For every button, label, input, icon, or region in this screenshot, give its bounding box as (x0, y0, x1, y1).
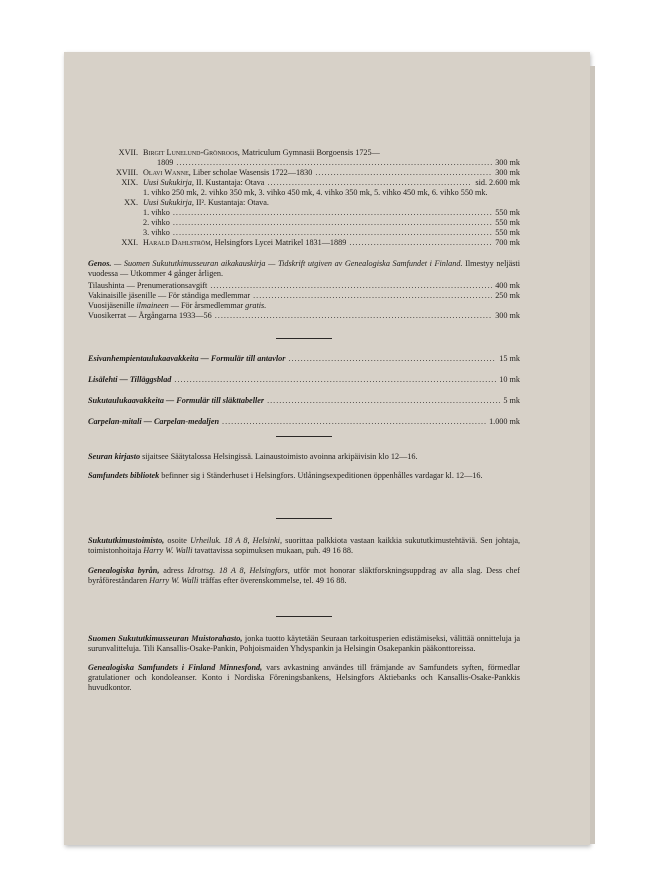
genos-row (88, 311, 520, 321)
series-price: 700 mk (495, 238, 520, 247)
office-text: osoite (167, 536, 187, 545)
form-text: Sukutaulukaavakkeita — Formulär till släkttabeller (88, 396, 265, 405)
form-price: 1.000 mk (489, 417, 520, 426)
separator (276, 616, 332, 617)
series-item-xix-desc: 1. vihko 250 mk, 2. vihko 350 mk, 3. vihko 450 mk, 4. vihko 350 mk, 5. vihko 450 mk, 6. vihko 550 mk. (143, 188, 488, 197)
series-item-xvii-cont (88, 158, 520, 168)
leader-dots (210, 281, 492, 291)
office-address: Urheiluk. 18 A 8, Helsinki, (190, 536, 283, 545)
genos-row-price: 400 mk (495, 281, 520, 290)
genos-desc: Ilmestyy neljästi vuodessa — Utkommer 4 gånger årligen. (88, 259, 520, 278)
office-lead: Genealogiska byrån, (88, 566, 160, 575)
office-manager: Harry W. Walli (149, 576, 199, 585)
series-item-xxi (88, 238, 520, 248)
office-text: träffas efter överenskommelse, tel. 49 16 88. (200, 576, 347, 585)
genos-row (88, 281, 520, 291)
series-title: Helsingfors Lycei Matrikel 1831—1889 (214, 238, 347, 247)
library-text: sijaitsee Säätytalossa Helsingissä. Lainaustoimisto avoinna arkipäivisin klo 12—16. (142, 452, 418, 461)
form-text: Esivanhempientaulukaavakkeita — Formulär till antavlor (88, 354, 286, 363)
form-price: 15 mk (499, 354, 520, 363)
forms-section (88, 354, 520, 427)
series-number: XIX. (121, 178, 138, 187)
genos-row-text: — För årsmedlemmar (170, 301, 244, 310)
genos-row (88, 291, 520, 301)
genos-row-text: Vakinaisille jäsenille — För ständiga medlemmar (88, 291, 251, 300)
leader-dots (315, 168, 492, 178)
genos-row-price: 250 mk (495, 291, 520, 300)
leader-dots (176, 158, 492, 168)
fund-text: jonka tuotto käytetään Seuraan tarkoitusperien edistämiseksi, välittää onnitteluja ja surunvalitteluja. Tili Kansallis-Osake-Pankin, Pohjoismaiden Yhdyspankin ja Helsingin Osakepankin pääkonttoreissa. (88, 634, 521, 653)
series-number: XVIII. (115, 168, 138, 177)
office-address: Idrottsg. 18 A 8, Helsingfors, (187, 566, 290, 575)
separator (276, 436, 332, 437)
series-title: II². Kustantaja: Otava. (196, 198, 269, 207)
leader-dots (174, 375, 496, 385)
series-price: 300 mk (495, 168, 520, 177)
vihko-price: 550 mk (495, 218, 520, 227)
fund-fi (88, 634, 520, 654)
separator (276, 338, 332, 339)
series-list (88, 148, 520, 248)
form-row (88, 417, 520, 427)
series-item-xvii (88, 148, 520, 158)
office-text: suorittaa palkkiota vastaan kaikkia sukututkimustehtäviä. Sen johtaja, toimistonhoitaja (88, 536, 520, 555)
office-section (88, 536, 520, 586)
series-price: sid. 2.600 mk (475, 178, 520, 187)
vihko-label: 2. vihko (143, 218, 170, 227)
office-text: utför mot honorar släktforskningsuppdrag av alla slag. Dess chef byråföreståndaren (88, 566, 520, 585)
library-lead: Samfundets bibliotek (88, 471, 160, 480)
series-author: Birgit Lunelund-Grönroos, (143, 148, 240, 157)
leader-dots (222, 417, 486, 427)
library-lead: Seuran kirjasto (88, 452, 141, 461)
series-title: II. Kustantaja: Otava (196, 178, 265, 187)
genos-description (88, 259, 520, 279)
series-title-cont: 1809 (157, 158, 174, 167)
leader-dots (173, 228, 492, 238)
form-text: Lisälehti — Tilläggsblad (88, 375, 172, 384)
series-number: XVII. (118, 148, 138, 157)
fund-sv (88, 663, 520, 693)
leader-dots (173, 218, 492, 228)
genos-row-text: Vuosijäsenille (88, 301, 135, 310)
series-item-xx (88, 198, 520, 208)
form-row (88, 375, 520, 385)
series-author: Harald Dahlström, (143, 238, 213, 247)
funds-section (88, 634, 520, 693)
form-row (88, 396, 520, 406)
leader-dots (288, 354, 496, 364)
series-number: XX. (124, 198, 138, 207)
series-author: Olavi Wanne, (143, 168, 191, 177)
library-fi (88, 452, 520, 462)
office-text: adress (163, 566, 184, 575)
library-section (88, 452, 520, 481)
genos-row-text: Vuosikerrat — Årgångarna 1933—56 (88, 311, 212, 320)
series-title: Liber scholae Wasensis 1722—1830 (192, 168, 313, 177)
vihko-price: 550 mk (495, 208, 520, 217)
fund-lead: Suomen Sukututkimusseuran Muistorahasto, (88, 634, 243, 643)
series-xx-item (88, 228, 520, 238)
fund-lead: Genealogiska Samfundets i Finland Minnesfond, (88, 663, 263, 672)
leader-dots (267, 396, 500, 406)
leader-dots (215, 311, 492, 321)
office-text: tavattavissa sopimuksen mukaan, puh. 49 16 88. (194, 546, 354, 555)
series-item-xix (88, 178, 520, 188)
genos-row-text: Tilaushinta — Prenumerationsavgift (88, 281, 208, 290)
series-xx-item (88, 218, 520, 228)
office-lead: Sukututkimustoimisto, (88, 536, 165, 545)
series-item-xviii (88, 168, 520, 178)
genos-row-price: 300 mk (495, 311, 520, 320)
form-text: Carpelan-mitali — Carpelan-medaljen (88, 417, 220, 426)
series-xx-item (88, 208, 520, 218)
genos-section (88, 259, 520, 321)
genos-desc-italic: — Suomen Sukututkimusseuran aikakauskirja — Tidskrift utgiven av Genealogiska Samfundet i Finland. (114, 259, 463, 268)
series-title-italic: Uusi Sukukirja, (143, 178, 194, 187)
vihko-price: 550 mk (495, 228, 520, 237)
office-sv (88, 566, 520, 586)
genos-row-italic: ilmaineen (136, 301, 169, 310)
form-price: 10 mk (499, 375, 520, 384)
genos-row (88, 301, 520, 311)
series-title: Matriculum Gymnasii Borgoensis 1725— (241, 148, 380, 157)
office-manager: Harry W. Walli (143, 546, 193, 555)
leader-dots (349, 238, 492, 248)
library-sv (88, 471, 520, 481)
leader-dots (267, 178, 472, 188)
genos-title: Genos. (88, 259, 112, 268)
genos-row-italic: gratis. (245, 301, 267, 310)
page-edge (590, 66, 595, 844)
leader-dots (253, 291, 492, 301)
fund-text: vars avkastning användes till främjande av Samfundets syften, förmedlar gratulationer och kondoleanser. Konto i Nordiska Föreningsbankens, Helsingfors Aktiebanks och Kansallis-Osake-Pankkis huvudkontor. (88, 663, 520, 692)
series-price: 300 mk (495, 158, 520, 167)
separator (276, 518, 332, 519)
series-number: XXI. (121, 238, 138, 247)
library-text: befinner sig i Ständerhuset i Helsingfors. Utlåningsexpeditionen öppenhålles vardagar kl. 12—16. (161, 471, 483, 480)
series-title-italic: Uusi Sukukirja, (143, 198, 194, 207)
form-price: 5 mk (503, 396, 520, 405)
office-fi (88, 536, 520, 556)
vihko-label: 1. vihko (143, 208, 170, 217)
form-row (88, 354, 520, 364)
leader-dots (173, 208, 492, 218)
vihko-label: 3. vihko (143, 228, 170, 237)
